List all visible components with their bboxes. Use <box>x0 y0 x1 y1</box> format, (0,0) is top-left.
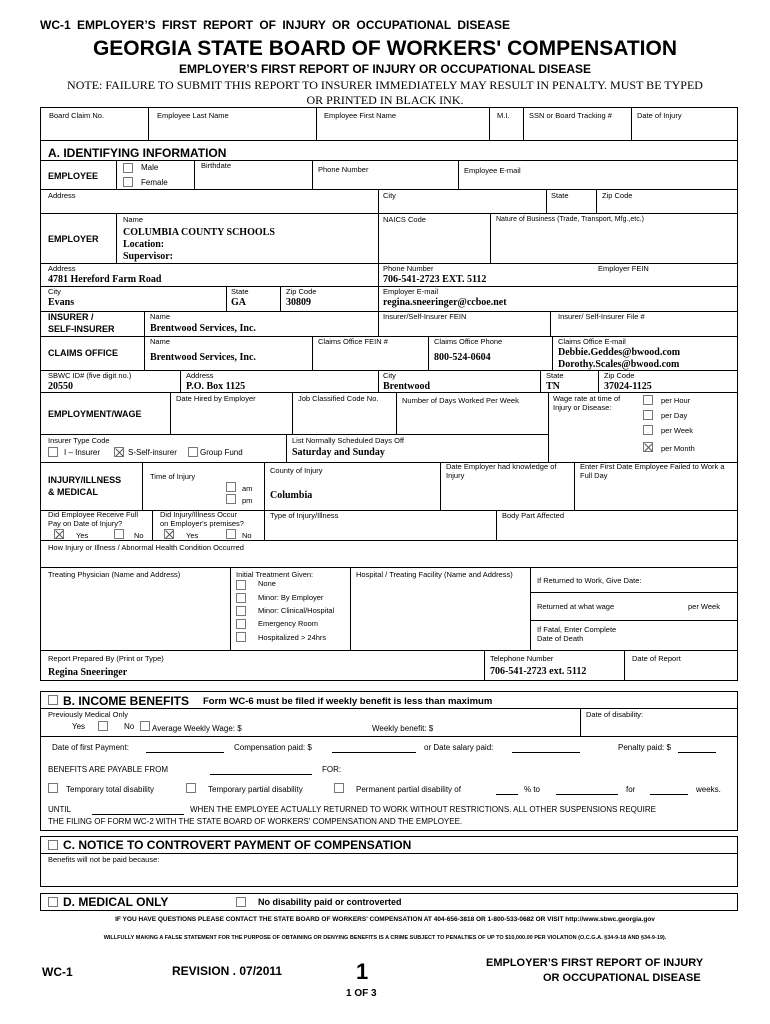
ttd-label: Temporary total disability <box>66 785 155 794</box>
previously-medical-no-checkbox[interactable] <box>140 721 150 731</box>
per-hour-label: per Hour <box>661 396 691 405</box>
employment-wage-label: EMPLOYMENT/WAGE <box>48 409 142 419</box>
insurer-fein-field[interactable]: Insurer/Self-Insurer FEIN <box>383 312 467 321</box>
emergency-room-label: Emergency Room <box>258 619 319 628</box>
per-week-label: per Week <box>661 426 693 435</box>
ppd-body-part-line[interactable] <box>556 794 618 795</box>
average-weekly-wage-label: Average Weekly Wage: $ <box>152 724 242 733</box>
treatment-none-label: None <box>258 579 276 588</box>
benefits-not-paid-field[interactable]: Benefits will not be paid because: <box>48 855 160 864</box>
birthdate-field[interactable]: Birthdate <box>201 161 232 170</box>
employee-city-field[interactable]: City <box>383 191 396 200</box>
male-label: Male <box>141 163 159 172</box>
previously-medical-label: Previously Medical Only <box>48 710 129 719</box>
insurer-type-i-label: I – Insurer <box>64 448 101 457</box>
full-pay-label: Did Employee Receive Full <box>48 510 139 519</box>
per-hour-checkbox[interactable] <box>643 395 653 405</box>
compensation-paid-label: Compensation paid: $ <box>234 743 312 752</box>
job-code-field[interactable]: Job Classified Code No. <box>298 394 379 403</box>
nature-of-business-field[interactable]: Nature of Business (Trade, Transport, Mfg.,etc.) <box>496 216 644 223</box>
full-pay-no-checkbox[interactable] <box>114 529 124 539</box>
report-phone: 706-541-2723 ext. 5112 <box>490 666 587 677</box>
false-statement-warning: WILLFULLY MAKING A FALSE STATEMENT FOR THE PURPOSE OF OBTAINING OR DENYING BENEFITS IS A CRIME SUBJECT TO PENALTIES OF UP TO $10,000.00 PER VIOLATION (O.C.G.A. §34-9-18 AND §34-9-19). <box>103 935 667 941</box>
self-insurer-label: SELF-INSURER <box>48 324 115 334</box>
employee-phone-field[interactable]: Phone Number <box>318 165 369 174</box>
returned-wage-field[interactable]: Returned at what wage <box>537 602 615 611</box>
claims-address-label: Address <box>186 371 214 380</box>
ppd-for-label: for <box>626 785 636 794</box>
first-date-failed-label: Enter First Date Employee Failed to Work a <box>580 462 725 471</box>
hospital-field[interactable]: Hospital / Treating Facility (Name and Address) <box>356 570 513 579</box>
payable-from-line[interactable] <box>210 774 312 775</box>
payable-from-label: BENEFITS ARE PAYABLE FROM <box>48 765 169 774</box>
until-line[interactable] <box>92 814 184 815</box>
treatment-none-checkbox[interactable] <box>236 580 246 590</box>
prepared-by: Regina Sneeringer <box>48 667 128 678</box>
section-a-title: A. IDENTIFYING INFORMATION <box>48 146 227 160</box>
premises-no-checkbox[interactable] <box>226 529 236 539</box>
claims-name-label: Name <box>150 337 171 346</box>
insurer-name-label: Name <box>150 312 171 321</box>
claims-fein-field[interactable]: Claims Office FEIN # <box>318 337 388 346</box>
how-occurred-field[interactable]: How Injury or Illness / Abnormal Health Condition Occurred <box>48 543 244 552</box>
previously-medical-yes-checkbox[interactable] <box>98 721 108 731</box>
section-d-checkbox[interactable] <box>48 897 58 907</box>
minor-clinic-label: Minor: Clinical/Hospital <box>258 606 335 615</box>
date-of-report-field[interactable]: Date of Report <box>632 654 681 663</box>
first-payment-label: Date of first Payment: <box>52 743 129 752</box>
full-pay-yes-label: Yes <box>76 531 89 540</box>
minor-employer-checkbox[interactable] <box>236 593 246 603</box>
hospitalized-checkbox[interactable] <box>236 632 246 642</box>
insurer-name: Brentwood Services, Inc. <box>150 323 256 334</box>
female-checkbox[interactable] <box>123 177 133 187</box>
per-day-checkbox[interactable] <box>643 410 653 420</box>
employer-state: GA <box>231 297 246 308</box>
form-code-title: WC-1 EMPLOYER’S FIRST REPORT OF INJURY OR OCCUPATIONAL DISEASE <box>40 18 511 32</box>
claims-zip-label: Zip Code <box>604 371 635 380</box>
claims-phone-label: Claims Office Phone <box>434 337 503 346</box>
county: Columbia <box>270 490 313 501</box>
first-date-failed-label-2: Full Day <box>580 471 608 480</box>
employee-first-name-field[interactable]: Employee First Name <box>324 111 397 120</box>
fatal-label: If Fatal, Enter Complete <box>537 625 617 634</box>
claims-email-label: Claims Office E-mail <box>558 337 626 346</box>
footer-title: EMPLOYER’S FIRST REPORT OF INJURY <box>486 957 704 969</box>
employer-name-label: Name <box>123 215 144 224</box>
employer-label: EMPLOYER <box>48 234 99 244</box>
claims-city: Brentwood <box>383 381 431 392</box>
insurer-type-i-checkbox[interactable] <box>48 447 58 457</box>
employer-supervisor: Supervisor: <box>123 251 173 262</box>
pm-checkbox[interactable] <box>226 494 236 504</box>
claims-city-label: City <box>383 371 396 380</box>
sbwc-id: 20550 <box>48 381 73 392</box>
footer-page-number: 1 <box>356 959 369 984</box>
full-pay-label-2: Pay on Date of Injury? <box>48 519 123 528</box>
employer-city-label: City <box>48 287 61 296</box>
ppd-weeks-label: weeks. <box>696 785 721 794</box>
no-disability-checkbox[interactable] <box>236 897 246 907</box>
penalty-paid-label: Penalty paid: $ <box>618 743 671 752</box>
minor-employer-label: Minor: By Employer <box>258 593 324 602</box>
tpd-label: Temporary partial disability <box>208 785 303 794</box>
footer-title-2: OR OCCUPATIONAL DISEASE <box>543 972 701 984</box>
date-of-injury-field[interactable]: Date of Injury <box>637 111 682 120</box>
section-c-checkbox[interactable] <box>48 840 58 850</box>
fatal-label-2: Date of Death <box>537 634 584 643</box>
sbwc-id-label: SBWC ID# (five digit no.) <box>48 371 132 380</box>
returned-per-week-label: per Week <box>688 602 720 611</box>
premises-yes-label: Yes <box>186 531 199 540</box>
date-hired-field[interactable]: Date Hired by Employer <box>176 394 256 403</box>
until-text: WHEN THE EMPLOYEE ACTUALLY RETURNED TO WORK WITHOUT RESTRICTIONS. ALL OTHER SUSPENSIONS REQUIRE <box>190 805 657 814</box>
ssn-field[interactable]: SSN or Board Tracking # <box>529 111 612 120</box>
ppd-checkbox[interactable] <box>334 783 344 793</box>
ttd-checkbox[interactable] <box>48 783 58 793</box>
section-c-title: C. NOTICE TO CONTROVERT PAYMENT OF COMPENSATION <box>63 838 412 852</box>
employer-zip-label: Zip Code <box>286 287 317 296</box>
wage-rate-label: Wage rate at time of <box>553 394 621 403</box>
questions-contact: IF YOU HAVE QUESTIONS PLEASE CONTACT THE STATE BOARD OF WORKERS' COMPENSATION AT 404-656-3818 OR 1-800-533-0682 OR VISIT http://www.sbwc.georgia.gov <box>115 916 655 923</box>
time-of-injury-label: Time of Injury <box>150 472 196 481</box>
compensation-paid-line[interactable] <box>332 752 416 753</box>
treating-physician-field[interactable]: Treating Physician (Name and Address) <box>48 570 181 579</box>
section-d-title: D. MEDICAL ONLY <box>63 895 169 909</box>
employer-email: regina.sneeringer@ccboe.net <box>383 297 507 308</box>
employee-last-name-field[interactable]: Employee Last Name <box>157 111 229 120</box>
first-payment-line[interactable] <box>146 752 224 753</box>
ppd-percent-line[interactable] <box>496 794 518 795</box>
employer-fein-field[interactable]: Employer FEIN <box>598 264 649 273</box>
date-of-disability-field[interactable]: Date of disability: <box>586 710 644 719</box>
ppd-weeks-line[interactable] <box>650 794 688 795</box>
employer-zip: 30809 <box>286 297 311 308</box>
claims-state-label: State <box>546 371 564 380</box>
group-fund-label: Group Fund <box>200 448 243 457</box>
pm-label: pm <box>242 496 253 505</box>
claims-email-2: Dorothy.Scales@bwood.com <box>558 359 680 370</box>
claims-address: P.O. Box 1125 <box>186 381 246 392</box>
employee-state-field[interactable]: State <box>551 191 569 200</box>
injury-medical-label: INJURY/ILLNESS <box>48 475 122 485</box>
ppd-label: Permanent partial disability of <box>356 785 461 794</box>
previously-medical-no-label: No <box>124 722 135 731</box>
days-worked-field[interactable]: Number of Days Worked Per Week <box>402 396 519 405</box>
premises-yes-checkbox[interactable] <box>164 529 174 539</box>
male-checkbox[interactable] <box>123 163 133 173</box>
claims-zip: 37024-1125 <box>604 381 652 392</box>
no-disability-label: No disability paid or controverted <box>258 897 402 907</box>
minor-clinic-checkbox[interactable] <box>236 606 246 616</box>
until-label: UNTIL <box>48 805 72 814</box>
days-off-label: List Normally Scheduled Days Off <box>292 436 404 445</box>
penalty-paid-line[interactable] <box>678 752 716 753</box>
full-pay-yes-checkbox[interactable] <box>54 529 64 539</box>
employer-city: Evans <box>48 297 75 308</box>
previously-medical-yes-label: Yes <box>72 722 86 731</box>
form-subtitle: EMPLOYER’S FIRST REPORT OF INJURY OR OCCUPATIONAL DISEASE <box>178 62 592 76</box>
employer-state-label: State <box>231 287 249 296</box>
insurer-type-label: Insurer Type Code <box>48 436 110 445</box>
initial-treatment-label: Initial Treatment Given: <box>236 570 314 579</box>
employee-email-field[interactable]: Employee E-mail <box>464 166 521 175</box>
employer-name: COLUMBIA COUNTY SCHOOLS <box>123 227 275 238</box>
penalty-note: NOTE: FAILURE TO SUBMIT THIS REPORT TO INSURER IMMEDIATELY MAY RESULT IN PENALTY. MUST BE TYPED <box>67 78 703 92</box>
full-pay-no-label: No <box>134 531 144 540</box>
knowledge-label: Date Employer had knowledge of <box>446 462 557 471</box>
board-claim-field[interactable]: Board Claim No. <box>49 111 105 120</box>
penalty-note-2: OR PRINTED IN BLACK INK. <box>306 93 464 107</box>
insurer-file-field[interactable]: Insurer/ Self-Insurer File # <box>558 312 645 321</box>
injury-type-field[interactable]: Type of Injury/Illness <box>270 511 339 520</box>
board-title: GEORGIA STATE BOARD OF WORKERS' COMPENSATION <box>92 37 678 60</box>
days-off: Saturday and Sunday <box>292 447 385 458</box>
claims-name: Brentwood Services, Inc. <box>150 352 256 363</box>
per-day-label: per Day <box>661 411 688 420</box>
footer-page-of: 1 OF 3 <box>346 988 377 999</box>
female-label: Female <box>141 178 168 187</box>
naics-field[interactable]: NAICS Code <box>383 215 426 224</box>
insurer-label: INSURER / <box>48 312 94 322</box>
emergency-room-checkbox[interactable] <box>236 619 246 629</box>
employer-address: 4781 Hereford Farm Road <box>48 274 162 285</box>
group-fund-checkbox[interactable] <box>188 447 198 457</box>
claims-email-1: Debbie.Geddes@bwood.com <box>558 347 681 358</box>
premises-label-2: on Employer's premises? <box>160 519 244 528</box>
tpd-checkbox[interactable] <box>186 783 196 793</box>
per-week-checkbox[interactable] <box>643 425 653 435</box>
returned-date-field[interactable]: If Returned to Work, Give Date: <box>537 576 642 585</box>
hospitalized-label: Hospitalized > 24hrs <box>258 633 327 642</box>
per-month-checkbox[interactable] <box>643 442 653 452</box>
am-checkbox[interactable] <box>226 482 236 492</box>
section-b-subtitle: Form WC-6 must be filed if weekly benefit is less than maximum <box>203 696 493 707</box>
premises-no-label: No <box>242 531 252 540</box>
prepared-by-label: Report Prepared By (Print or Type) <box>48 654 164 663</box>
knowledge-label-2: Injury <box>446 471 465 480</box>
county-label: County of Injury <box>270 466 323 475</box>
body-part-field[interactable]: Body Part Affected <box>502 511 564 520</box>
per-month-label: per Month <box>661 444 695 453</box>
employer-phone-label: Phone Number <box>383 264 434 273</box>
salary-paid-line[interactable] <box>512 752 580 753</box>
filing-text: THE FILING OF FORM WC-2 WITH THE STATE BOARD OF WORKERS' COMPENSATION AND THE EMPLOYEE. <box>48 817 463 826</box>
claims-phone: 800-524-0604 <box>434 352 491 363</box>
section-b-title: B. INCOME BENEFITS <box>63 694 190 708</box>
employee-zip-field[interactable]: Zip Code <box>602 191 633 200</box>
ppd-percent-label: % to <box>524 785 541 794</box>
premises-label: Did Injury/Illness Occur <box>160 510 238 519</box>
am-label: am <box>242 484 253 493</box>
weekly-benefit-label: Weekly benefit: $ <box>372 724 434 733</box>
salary-paid-label: or Date salary paid: <box>424 743 494 752</box>
footer-form-code: WC-1 <box>42 965 73 979</box>
payable-for-label: FOR: <box>322 765 342 774</box>
claims-office-label: CLAIMS OFFICE <box>48 348 118 358</box>
mi-field[interactable]: M.I. <box>497 111 510 120</box>
claims-state: TN <box>546 381 560 392</box>
employer-address-label: Address <box>48 264 76 273</box>
insurer-type-s-label: S-Self-insurer <box>128 448 177 457</box>
wage-rate-label-2: Injury or Disease: <box>553 403 612 412</box>
insurer-type-s-checkbox[interactable] <box>114 447 124 457</box>
report-phone-label: Telephone Number <box>490 654 554 663</box>
footer-revision: REVISION . 07/2011 <box>172 964 283 978</box>
employer-phone: 706-541-2723 EXT. 5112 <box>383 274 487 285</box>
employer-email-label: Employer E-mail <box>383 287 439 296</box>
employer-location: Location: <box>123 239 165 250</box>
section-b-checkbox[interactable] <box>48 695 58 705</box>
employee-label: EMPLOYEE <box>48 171 99 181</box>
employee-address-field[interactable]: Address <box>48 191 76 200</box>
injury-medical-label-2: & MEDICAL <box>48 487 98 497</box>
